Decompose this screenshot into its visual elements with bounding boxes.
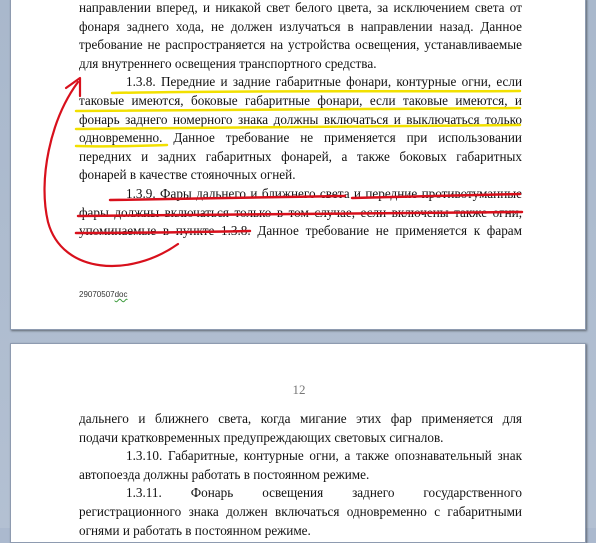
page-body [79,410,522,540]
text-line: подачи кратковременных предупреждающих световых сигналов. [79,429,444,445]
document-page-11[interactable] [10,0,586,330]
text-line: огнями и работать в постоянном режиме. [79,522,311,538]
text-line: автопоезда должны работать в постоянном режиме. [79,466,370,482]
paragraph-1-3-10: 1.3.10. Габаритные, контурные огни, а также опознавательный знак [126,448,522,464]
text-line: таковые имеются, боковые габаритные фонари, если таковые имеются, и [79,92,522,108]
document-page-12[interactable] [10,343,586,543]
text-line: фонарей в качестве стояночных огней. [79,167,296,183]
footer-code-text: 29070507 [79,290,115,299]
page-body [79,0,522,241]
paragraph-1-3-9: 1.3.9. Фары дальнего и ближнего света и передние противотуманные [126,185,522,201]
paragraph-1-3-11: 1.3.11. Фонарь освещения заднего государственного [126,485,522,501]
page-number: 12 [292,382,306,397]
footer-doc-code [79,290,128,299]
text-line: фары должны включаться только в том случае, если включены также огни, [79,204,522,220]
text-line: упоминаемые в пункте 1.3.8. Данное требование не применяется к фарам [79,223,522,239]
text-line: передних и задних габаритных фонарей, а также боковых габаритных [79,148,522,164]
text-line: фонаря заднего хода, не должен излучаться в направлении назад. Данное [79,18,522,34]
paragraph-1-3-8: 1.3.8. Передние и задние габаритные фонари, контурные огни, если [126,74,522,90]
text-line: направлении вперед, и никакой свет белого цвета, за исключением света от [79,0,522,15]
text-line: для внутреннего освещения транспортного средства. [79,55,377,71]
text-line: регистрационного знака должен включаться одновременно с габаритными [79,503,522,519]
text-line: дальнего и ближнего света, когда мигание этих фар применяется для [79,411,522,426]
text-line: одновременно. Данное требование не применяется при использовании [79,130,522,146]
spellcheck-mark: doc [114,290,128,299]
text-line: требование не распространяется на устройства освещения, устанавливаемые [79,37,522,53]
text-line: фонарь заднего номерного знака должны включаться и выключаться только [79,111,522,127]
